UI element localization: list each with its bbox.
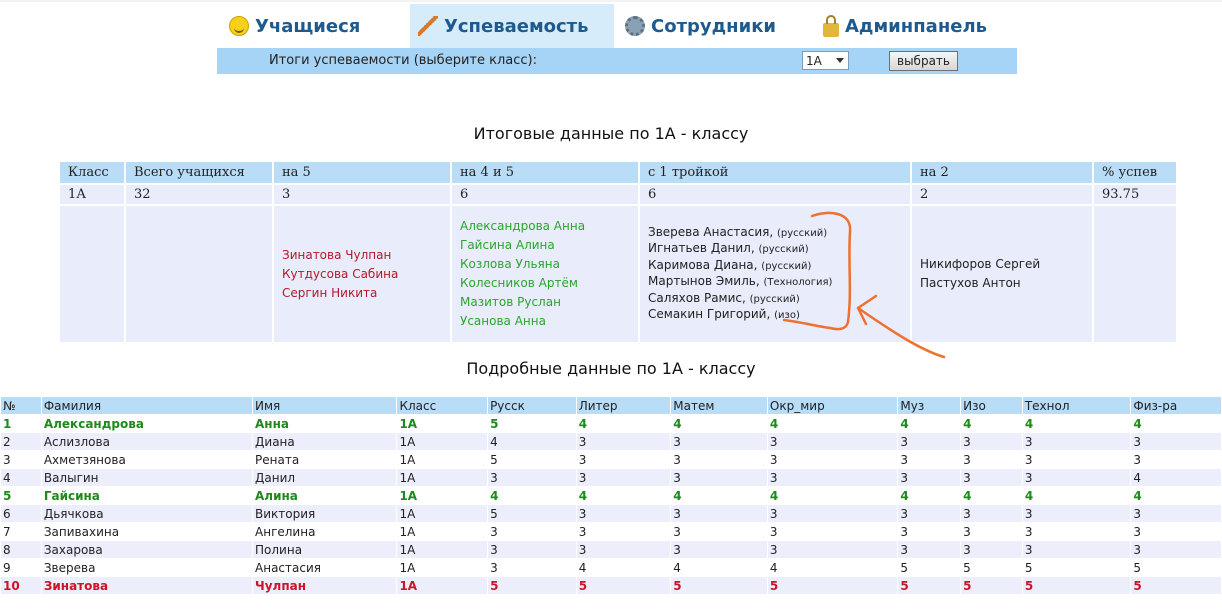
table-row [1,577,1221,594]
grade-world-cell: 4 [768,487,897,504]
grade-art-cell: 3 [961,433,1022,450]
grade-art-cell: 3 [961,523,1022,540]
grade-tech-cell: 4 [1023,487,1131,504]
class-cell: 1А [397,487,487,504]
student-name: Никифоров Сергей [920,257,1041,271]
column-header: Литер [577,397,671,414]
grade-music-cell: 3 [898,451,960,468]
grade-world-cell: 3 [768,451,897,468]
row-number-cell: 4 [1,469,41,486]
student-name: Кутдусова Сабина [282,266,399,281]
grade-pe-cell: 3 [1131,541,1221,558]
grade-music-cell: 5 [898,559,960,576]
table-row [1,415,1221,432]
first-name-cell: Данил [253,469,396,486]
grade-art-cell: 3 [961,541,1022,558]
class-cell: 1А [397,505,487,522]
grade-world-cell: 3 [768,469,897,486]
column-header: № [1,397,41,414]
header-cell: с 1 тройкой [640,162,910,183]
selector-label: Итоги успеваемости (выберите класс): [269,53,537,68]
grade-russian-cell: 4 [488,433,576,450]
table-row [1,469,1221,486]
grade-literature-cell: 3 [577,523,671,540]
grade-math-cell: 3 [671,451,767,468]
student-name: Пастухов Антон [920,276,1021,290]
empty-cell [1094,206,1176,342]
student-name: Сергин Никита [282,285,378,300]
column-header: Изо [961,397,1022,414]
grade-russian-cell: 3 [488,469,576,486]
summary-names-row [60,206,1176,342]
pencil-icon [418,16,438,36]
summary-header-row [60,162,1176,183]
first-name-cell: Ангелина [253,523,396,540]
grade-tech-cell: 3 [1023,523,1131,540]
first-name-cell: Анна [253,415,396,432]
student-name: Саляхов Рамис, [648,290,746,305]
grade-art-cell: 3 [961,505,1022,522]
grade-literature-cell: 3 [577,469,671,486]
grade-russian-cell: 3 [488,523,576,540]
tab-label: Успеваемость [444,15,589,37]
column-header: Технол [1023,397,1131,414]
on2-names-cell [912,206,1092,342]
row-number-cell: 2 [1,433,41,450]
row-number-cell: 8 [1,541,41,558]
grade-literature-cell: 3 [577,505,671,522]
first-name-cell: Диана [253,433,396,450]
grade-tech-cell: 3 [1023,451,1131,468]
chevron-down-icon [836,58,844,63]
table-row [1,433,1221,450]
table-row [1,451,1221,468]
student-name: Семакин Григорий, [648,307,771,321]
grade-russian-cell: 5 [488,505,576,522]
tab-admin[interactable] [815,4,1015,48]
grade-world-cell: 4 [768,559,897,576]
tab-staff[interactable] [617,4,811,48]
last-name-cell: Зверева [42,559,252,576]
column-header: Физ-ра [1131,397,1221,414]
header-cell: на 4 и 5 [452,162,638,183]
grade-music-cell: 3 [898,469,960,486]
student-name: Каримова Диана, [648,257,758,272]
grade-world-cell: 5 [768,577,897,594]
row-number-cell: 10 [1,577,41,594]
student-entry [648,307,902,324]
detail-title: Подробные данные по 1А - классу [466,359,756,378]
grade-music-cell: 5 [898,577,960,594]
tab-label: Учащиеся [255,15,361,37]
class-cell: 1А [397,469,487,486]
grade-music-cell: 3 [898,523,960,540]
row-number-cell: 5 [1,487,41,504]
first-name-cell: Алина [253,487,396,504]
student-name: Александрова Анна [460,219,586,233]
grade-world-cell: 3 [768,433,897,450]
grade-music-cell: 4 [898,415,960,432]
grade-tech-cell: 5 [1023,577,1131,594]
student-name: Мартынов Эмиль, [648,274,760,288]
student-name: Колесников Артём [460,276,578,290]
row-number-cell: 7 [1,523,41,540]
grade-math-cell: 3 [671,541,767,558]
grade-art-cell: 4 [961,487,1022,504]
tab-label: Сотрудники [651,15,777,37]
grade-math-cell: 4 [671,415,767,432]
grade-world-cell: 3 [768,523,897,540]
value-cell: 6 [640,185,910,204]
on5-names-cell [274,206,450,342]
grade-art-cell: 3 [961,451,1022,468]
grade-pe-cell: 3 [1131,451,1221,468]
main-nav [217,4,1017,48]
column-header: Класс [397,397,487,414]
first-name-cell: Полина [253,541,396,558]
gear-icon [625,16,645,36]
smiley-icon [229,16,249,36]
tab-label: Админпанель [845,15,988,37]
grade-art-cell: 5 [961,577,1022,594]
last-name-cell: Зинатова [42,577,252,594]
column-header: Имя [253,397,396,414]
grade-pe-cell: 3 [1131,505,1221,522]
grade-literature-cell: 5 [577,577,671,594]
header-cell: % успев [1094,162,1176,183]
grade-tech-cell: 4 [1023,415,1131,432]
class-cell: 1А [397,451,487,468]
grade-literature-cell: 3 [577,451,671,468]
first-name-cell: Виктория [253,505,396,522]
column-header: Матем [671,397,767,414]
value-cell: 2 [912,185,1092,204]
subject-note: (русский) [749,293,800,305]
student-name: Усанова Анна [460,314,546,328]
first-name-cell: Чулпан [253,577,396,594]
class-select[interactable] [802,51,849,70]
student-entry [648,274,902,291]
class-cell: 1А [397,523,487,540]
last-name-cell: Дьячкова [42,505,252,522]
grade-math-cell: 4 [671,559,767,576]
header-cell: на 2 [912,162,1092,183]
grade-russian-cell: 5 [488,577,576,594]
header-cell: Класс [60,162,124,183]
class-cell: 1А [397,577,487,594]
value-cell: 3 [274,185,450,204]
value-cell: 1А [60,185,124,204]
first-name-cell: Анастасия [253,559,396,576]
summary-table [58,160,1178,344]
grade-pe-cell: 4 [1131,487,1221,504]
last-name-cell: Захарова [42,541,252,558]
column-header: Муз [898,397,960,414]
subject-note: (русский) [761,260,812,272]
last-name-cell: Гайсина [42,487,252,504]
row-number-cell: 6 [1,505,41,522]
student-entry [648,241,902,258]
header-cell: на 5 [274,162,450,183]
grade-pe-cell: 4 [1131,469,1221,486]
grade-art-cell: 4 [961,415,1022,432]
table-row [1,523,1221,540]
student-name: Мазитов Руслан [460,295,561,309]
grade-pe-cell: 3 [1131,433,1221,450]
grade-tech-cell: 3 [1023,469,1131,486]
student-name: Зверева Анастасия, [648,224,774,239]
student-entry [648,291,902,308]
grade-russian-cell: 3 [488,559,576,576]
summary-values-row [60,185,1176,204]
on45-names-cell [452,206,638,342]
grade-world-cell: 3 [768,541,897,558]
select-button[interactable]: выбрать [889,51,958,71]
grade-math-cell: 3 [671,433,767,450]
grade-math-cell: 4 [671,487,767,504]
grade-pe-cell: 4 [1131,415,1221,432]
detail-table [0,396,1222,595]
subject-note: (Технология) [763,277,833,288]
grade-literature-cell: 4 [577,415,671,432]
class-cell: 1А [397,541,487,558]
class-select-value: 1А [806,54,822,68]
student-name: Гайсина Алина [460,238,555,252]
student-name: Козлова Ульяна [460,257,560,271]
column-header: Фамилия [42,397,252,414]
header-cell: Всего учащихся [126,162,272,183]
grade-world-cell: 4 [768,415,897,432]
grade-math-cell: 3 [671,523,767,540]
grade-literature-cell: 4 [577,487,671,504]
class-selector-bar [217,48,1017,74]
student-entry [648,258,902,275]
grade-music-cell: 3 [898,433,960,450]
grade-russian-cell: 5 [488,415,576,432]
column-header: Окр_мир [768,397,897,414]
class-cell: 1А [397,559,487,576]
grade-world-cell: 3 [768,505,897,522]
last-name-cell: Валыгин [42,469,252,486]
grade-music-cell: 3 [898,505,960,522]
one3-names-cell [640,206,910,342]
subject-note: (изо) [774,310,800,321]
grade-music-cell: 4 [898,487,960,504]
value-cell: 93.75 [1094,185,1176,204]
detail-header-row [1,397,1221,414]
grade-tech-cell: 3 [1023,433,1131,450]
grade-literature-cell: 4 [577,559,671,576]
grade-math-cell: 5 [671,577,767,594]
row-number-cell: 9 [1,559,41,576]
class-cell: 1А [397,433,487,450]
subject-note: (русский) [777,227,828,239]
last-name-cell: Ахметзянова [42,451,252,468]
grade-music-cell: 3 [898,541,960,558]
grade-pe-cell: 5 [1131,559,1221,576]
student-entry [648,225,902,242]
detail-body [1,415,1221,594]
grade-pe-cell: 5 [1131,577,1221,594]
grade-math-cell: 3 [671,505,767,522]
grade-russian-cell: 5 [488,451,576,468]
grade-tech-cell: 3 [1023,541,1131,558]
table-row [1,505,1221,522]
last-name-cell: Александрова [42,415,252,432]
table-row [1,487,1221,504]
empty-cell [60,206,124,342]
first-name-cell: Рената [253,451,396,468]
grade-art-cell: 5 [961,559,1022,576]
grade-math-cell: 3 [671,469,767,486]
last-name-cell: Аслизлова [42,433,252,450]
grade-tech-cell: 3 [1023,505,1131,522]
grade-russian-cell: 3 [488,541,576,558]
value-cell: 32 [126,185,272,204]
tab-performance[interactable] [410,4,614,48]
row-number-cell: 1 [1,415,41,432]
summary-title: Итоговые данные по 1А - классу [473,124,749,143]
grade-art-cell: 3 [961,469,1022,486]
column-header: Русск [488,397,576,414]
subject-note: (русский) [758,244,809,255]
empty-cell [126,206,272,342]
top-border [0,0,1222,2]
class-cell: 1А [397,415,487,432]
student-name: Игнатьев Данил, [648,241,755,255]
table-row [1,541,1221,558]
lock-icon [823,23,839,37]
grade-pe-cell: 3 [1131,523,1221,540]
tab-students[interactable] [221,4,409,48]
grade-russian-cell: 4 [488,487,576,504]
value-cell: 6 [452,185,638,204]
last-name-cell: Запивахина [42,523,252,540]
grade-literature-cell: 3 [577,541,671,558]
row-number-cell: 3 [1,451,41,468]
student-name: Зинатова Чулпан [282,247,392,262]
table-row [1,559,1221,576]
grade-tech-cell: 5 [1023,559,1131,576]
grade-literature-cell: 3 [577,433,671,450]
